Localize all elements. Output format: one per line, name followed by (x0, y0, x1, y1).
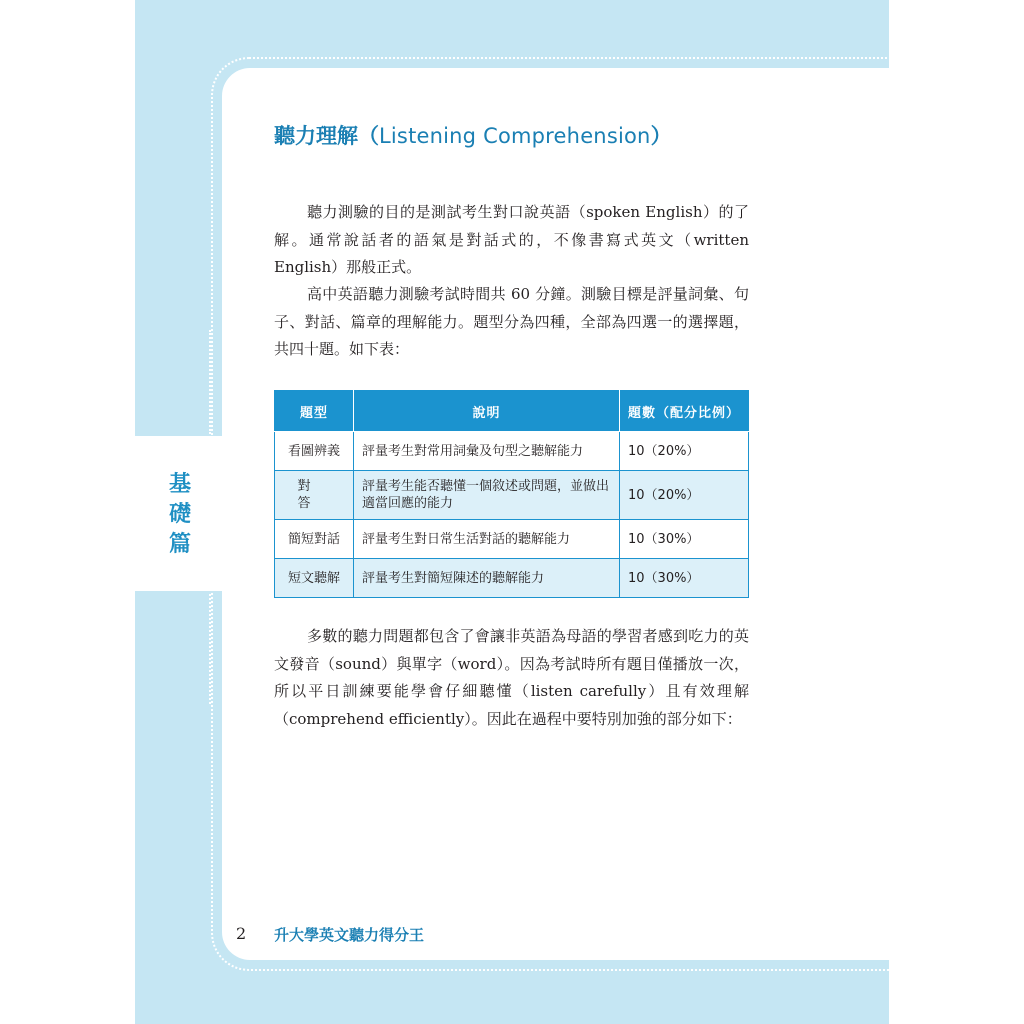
table-header-type: 題型 (275, 391, 354, 432)
paragraph-difficulties: 多數的聽力問題都包含了會讓非英語為母語的學習者感到吃力的英文發音（sound）與單字（word）。因為考試時所有題目僅播放一次，所以平日訓練要能學會仔細聽懂（listen carefully）且有效理解（comprehend efficiently）。因此在過程中要特別加強的部分如下： (274, 627, 749, 728)
table-cell-type: 看圖辨義 (275, 432, 354, 471)
table-row (275, 432, 749, 471)
table-cell-count: 10（30%） (620, 559, 749, 598)
section-label (160, 470, 200, 560)
table-cell-type: 簡短對話 (275, 520, 354, 559)
table-cell-count: 10（20%） (620, 471, 749, 520)
table-cell-type: 對答 (275, 471, 354, 520)
table-header-count: 題數（配分比例） (620, 391, 749, 432)
section-label-char: 礎 (168, 502, 191, 527)
table-header-desc: 說明 (354, 391, 620, 432)
table-cell-desc: 評量考生對日常生活對話的聽解能力 (354, 520, 620, 559)
title-close-paren: ） (650, 124, 672, 148)
section-label-char: 篇 (168, 532, 191, 557)
table-cell-count: 10（20%） (620, 432, 749, 471)
paragraph-intro: 聽力測驗的目的是測試考生對口說英語（spoken English）的了解。通常說話者的語氣是對話式的，不像書寫式英文（written English）那般正式。 (274, 203, 749, 276)
table-header-row (275, 391, 749, 432)
title-en: Listening Comprehension (379, 124, 651, 148)
table-cell-count: 10（30%） (620, 520, 749, 559)
table-row (275, 471, 749, 520)
table-cell-type: 短文聽解 (275, 559, 354, 598)
book-title: 升大學英文聽力得分王 (274, 926, 425, 944)
section-label-char: 基 (168, 472, 191, 497)
table-cell-desc: 評量考生能否聽懂一個敘述或問題，並做出適當回應的能力 (354, 471, 620, 520)
side-dots-top (209, 330, 211, 434)
table-row (275, 520, 749, 559)
paragraph-exam-info: 高中英語聽力測驗考試時間共 60 分鐘。測驗目標是評量詞彙、句子、對話、篇章的理解能力。題型分為四種，全部為四選一的選擇題，共四十題。如下表： (274, 285, 749, 358)
table-cell-desc: 評量考生對常用詞彙及句型之聽解能力 (354, 432, 620, 471)
section-title (274, 120, 672, 150)
title-open-paren: （ (358, 124, 379, 148)
question-type-table (274, 390, 749, 598)
page-number: 2 (236, 924, 247, 943)
title-zh: 聽力理解 (274, 124, 358, 148)
table-row (275, 559, 749, 598)
table-cell-desc: 評量考生對簡短陳述的聽解能力 (354, 559, 620, 598)
side-dots-bottom (209, 594, 211, 704)
